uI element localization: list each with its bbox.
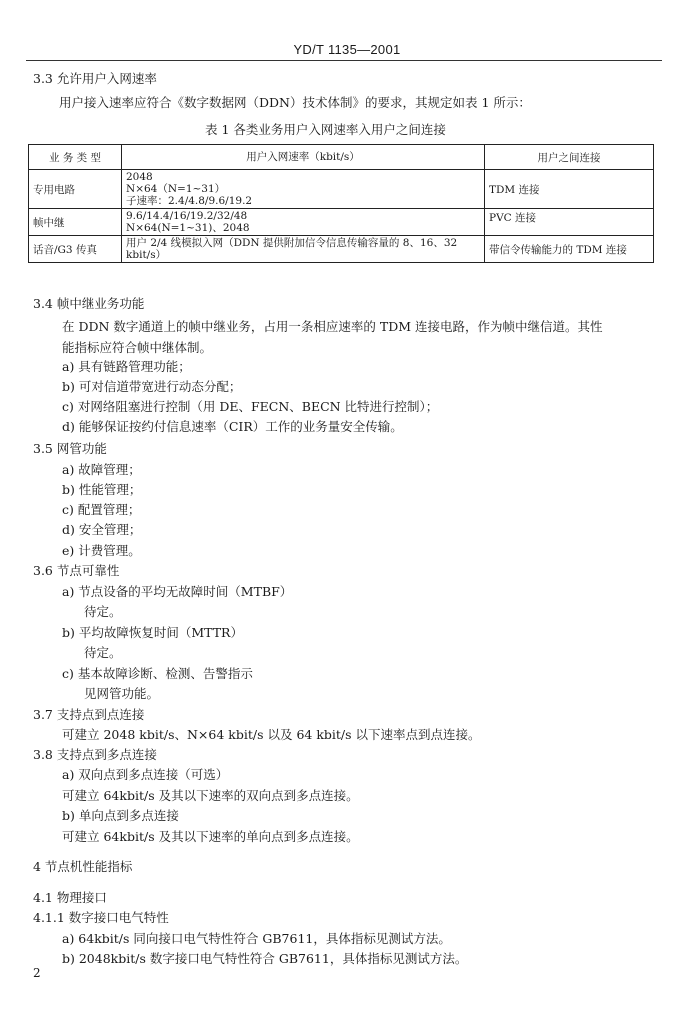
list-item-note: 待定。 xyxy=(84,604,122,619)
table-cell-conn: TDM 连接 xyxy=(485,170,654,209)
list-item: a) 具有链路管理功能； xyxy=(62,359,191,374)
rate-line: 2048 xyxy=(126,171,153,183)
list-item-note: 可建立 64kbit/s 及其以下速率的单向点到多点连接。 xyxy=(62,829,359,844)
section-3-8-heading: 3.8 支持点到多点连接 xyxy=(33,747,157,762)
list-item: d) 安全管理； xyxy=(62,522,142,537)
table-1-caption: 表 1 各类业务用户入网速率入用户之间连接 xyxy=(205,122,446,137)
table-header-type: 业 务 类 型 xyxy=(29,145,122,170)
list-item: b) 单向点到多点连接 xyxy=(62,808,179,823)
list-item: c) 配置管理； xyxy=(62,502,141,517)
table-cell-conn: PVC 连接 xyxy=(485,209,654,236)
list-item: a) 双向点到多点连接（可选） xyxy=(62,767,229,782)
table-header-rate: 用户入网速率（kbit/s） xyxy=(122,145,485,170)
page-number: 2 xyxy=(33,966,41,980)
table-cell-type: 专用电路 xyxy=(29,170,122,209)
header-rule xyxy=(26,60,662,61)
table-row xyxy=(29,170,654,209)
section-3-4-heading: 3.4 帧中继业务功能 xyxy=(33,296,145,311)
table-cell-type: 话音/G3 传真 xyxy=(29,236,122,263)
table-row xyxy=(29,236,654,263)
section-3-7-body: 可建立 2048 kbit/s、N×64 kbit/s 以及 64 kbit/s 以下速率点到点连接。 xyxy=(62,727,481,742)
chapter-4-heading: 4 节点机性能指标 xyxy=(33,859,133,874)
table-cell-conn: 带信令传输能力的 TDM 连接 xyxy=(485,236,654,263)
rate-line: N×64（N=1~31） xyxy=(126,183,226,195)
list-item-note: 待定。 xyxy=(84,645,122,660)
section-3-4-body-1: 在 DDN 数字通道上的帧中继业务，占用一条相应速率的 TDM 连接电路，作为帧中继信道。其性 xyxy=(62,319,603,334)
section-3-4-body-2: 能指标应符合帧中继体制。 xyxy=(62,340,213,355)
table-cell-rate xyxy=(122,170,485,209)
list-item: b) 2048kbit/s 数字接口电气特性符合 GB7611，具体指标见测试方法。 xyxy=(62,951,468,966)
table-header-row xyxy=(29,145,654,170)
list-item: b) 性能管理； xyxy=(62,482,142,497)
table-header-conn: 用户之间连接 xyxy=(485,145,654,170)
rate-line: 9.6/14.4/16/19.2/32/48 xyxy=(126,210,248,222)
table-row xyxy=(29,209,654,236)
rate-line: N×64(N=1~31)、2048 xyxy=(126,222,250,234)
standard-number: YD/T 1135—2001 xyxy=(293,42,401,57)
table-cell-rate xyxy=(122,209,485,236)
list-item-note: 见网管功能。 xyxy=(84,686,160,701)
list-item: b) 平均故障恢复时间（MTTR） xyxy=(62,625,243,640)
section-3-3-heading: 3.3 允许用户入网速率 xyxy=(33,71,157,86)
section-3-7-heading: 3.7 支持点到点连接 xyxy=(33,707,145,722)
rate-table xyxy=(28,144,654,263)
list-item: a) 64kbit/s 同向接口电气特性符合 GB7611，具体指标见测试方法。 xyxy=(62,931,451,946)
list-item: a) 节点设备的平均无故障时间（MTBF） xyxy=(62,584,293,599)
rate-line: 用户 2/4 线模拟入网（DDN 提供附加信令信息传输容量的 8、16、32 xyxy=(126,237,458,249)
table-cell-type: 帧中继 xyxy=(29,209,122,236)
list-item: d) 能够保证按约付信息速率（CIR）工作的业务量安全传输。 xyxy=(62,419,403,434)
list-item: a) 故障管理； xyxy=(62,462,141,477)
section-4-1-1-heading: 4.1.1 数字接口电气特性 xyxy=(33,910,169,925)
list-item: b) 可对信道带宽进行动态分配； xyxy=(62,379,242,394)
section-3-6-heading: 3.6 节点可靠性 xyxy=(33,563,120,578)
list-item-note: 可建立 64kbit/s 及其以下速率的双向点到多点连接。 xyxy=(62,788,359,803)
rate-line: kbit/s） xyxy=(126,249,167,261)
section-3-5-heading: 3.5 网管功能 xyxy=(33,441,107,456)
rate-line: 子速率：2.4/4.8/9.6/19.2 xyxy=(126,195,253,207)
list-item: c) 基本故障诊断、检测、告警指示 xyxy=(62,666,253,681)
list-item: e) 计费管理。 xyxy=(62,543,141,558)
section-4-1-heading: 4.1 物理接口 xyxy=(33,890,107,905)
list-item: c) 对网络阻塞进行控制（用 DE、FECN、BECN 比特进行控制）； xyxy=(62,399,439,414)
section-3-3-body: 用户接入速率应符合《数字数据网（DDN）技术体制》的要求，其规定如表 1 所示： xyxy=(59,95,531,110)
table-cell-rate xyxy=(122,236,485,263)
